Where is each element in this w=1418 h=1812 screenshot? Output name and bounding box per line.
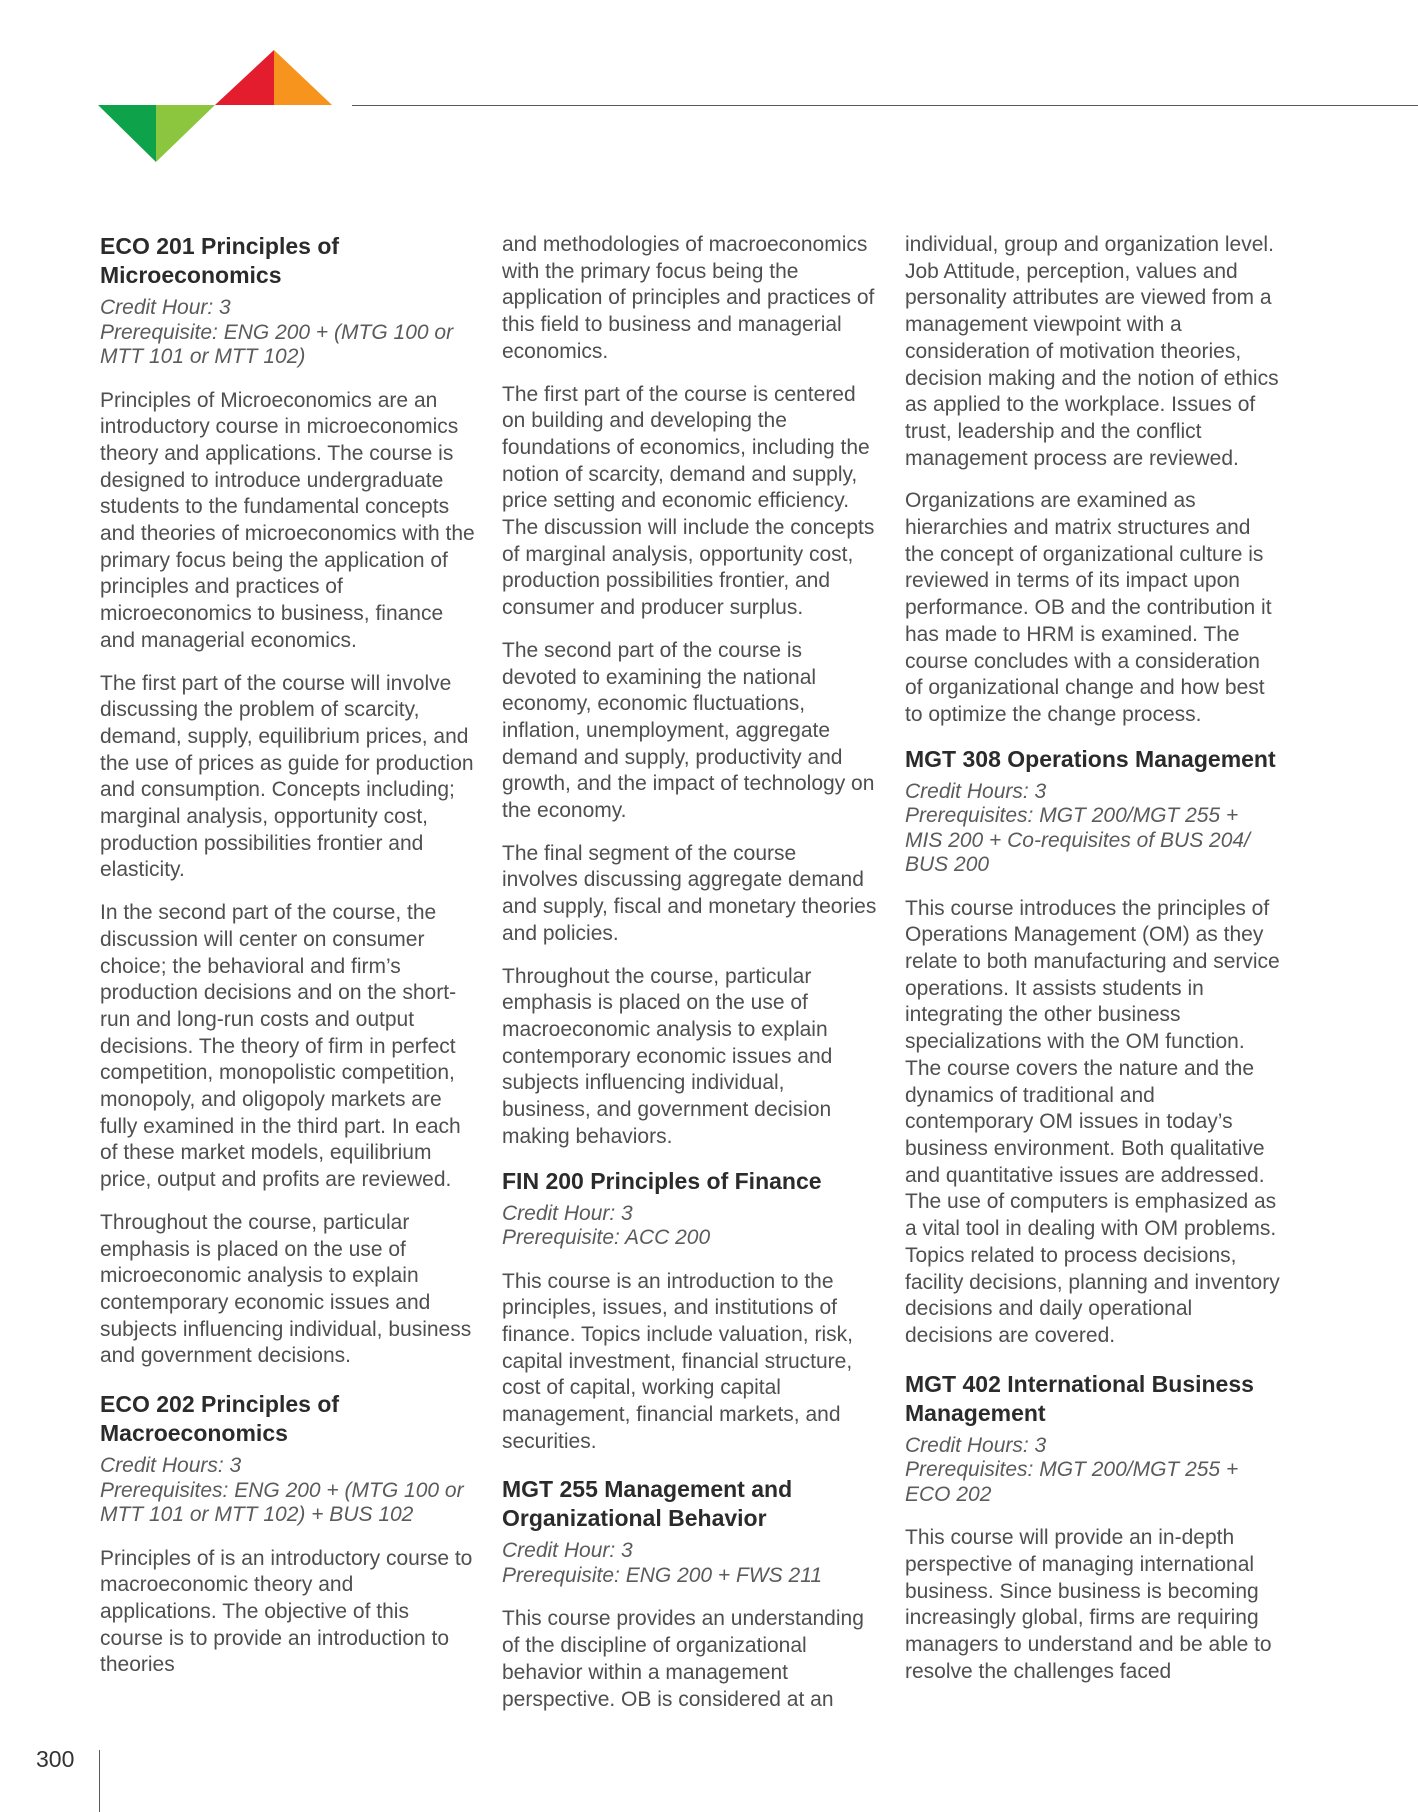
- course-title: FIN 200 Principles of Finance: [502, 1167, 822, 1194]
- course-paragraph: and methodologies of macroeconomics with the primary focus being the application of principles and practices of this field to business and managerial economics.: [502, 233, 875, 363]
- course-paragraph: This course will provide an in-depth perspective of managing international business. Since business is becoming increasingly global, firms are requiring managers to understand and be able to resolve the challenges faced: [905, 1526, 1272, 1683]
- course-eco202: [100, 1390, 475, 1679]
- course-mgt255: [502, 1475, 877, 1713]
- course-paragraph: This course provides an understanding of the discipline of organizational behavior within a management perspective. OB is considered at an: [502, 1607, 864, 1711]
- course-paragraph: This course introduces the principles of Operations Management (OM) as they relate to both manufacturing and service operations. It assists students in integrating the other business specializations with the OM function. The course covers the nature and the dynamics of traditional and contemporary OM issues in today’s business environment. Both qualitative and quantitative issues are addressed. The use of computers is emphasized as a vital tool in dealing with OM problems. Topics related to process decisions, facility decisions, planning and inventory decisions and daily operational decisions are covered.: [905, 896, 1280, 1347]
- course-title: MGT 308 Operations Management: [905, 745, 1276, 772]
- page-number: 300: [36, 1746, 75, 1772]
- course-paragraph: This course is an introduction to the principles, issues, and institutions of finance. Topics include valuation, risk, capital investment, financial structure, cost of capital, working capital management, financial markets, and securities.: [502, 1269, 853, 1453]
- course-fin200: [502, 1167, 877, 1456]
- course-paragraph: The second part of the course is devoted to examining the national economy, economic fluctuations, inflation, unemployment, aggregate demand and supply, productivity and growth, and the impact of technology on the economy.: [502, 638, 875, 823]
- course-paragraph: Organizations are examined as hierarchies and matrix structures and the concept of organizational culture is reviewed in terms of its impact upon performance. OB and the contribution it has made to HRM is examined. The course concludes with a consideration of organizational change and how best to optimize the change process.: [905, 489, 1272, 726]
- logo-lime-triangle: [156, 105, 215, 162]
- prerequisites: Prerequisites: MGT 200/MGT 255 + MIS 200 + Co-requisites of BUS 204/ BUS 200: [905, 804, 1250, 877]
- institution-logo: [98, 50, 334, 162]
- course-meta: [100, 1454, 475, 1528]
- course-paragraph: Throughout the course, particular emphasis is placed on the use of microeconomic analysis to explain contemporary economic issues and subjects influencing individual, business and government decisions.: [100, 1210, 472, 1368]
- prerequisites: Prerequisite: ENG 200 + FWS 211: [502, 1563, 823, 1587]
- course-title: ECO 201 Principles of Microeconomics: [100, 233, 340, 288]
- course-title: MGT 402 International Business Management: [905, 1370, 1254, 1426]
- course-mgt402: [905, 1370, 1280, 1686]
- column-1: [100, 232, 475, 1699]
- course-meta: [905, 780, 1280, 878]
- course-paragraph: The first part of the course will involve discussing the problem of scarcity, demand, supply, equilibrium prices, and the use of prices as guide for production and consumption. Concepts including; marginal analysis, opportunity cost, production possibilities frontier and elasticity.: [100, 671, 474, 882]
- course-paragraph: The first part of the course is centered on building and developing the foundations of economics, including the notion of scarcity, demand and supply, price setting and economic efficiency. The discussion will include the concepts of marginal analysis, opportunity cost, production possibilities frontier, and consumer and producer surplus.: [502, 382, 875, 620]
- header-rule: [352, 105, 1418, 106]
- prerequisites: Prerequisites: MGT 200/MGT 255 + ECO 202: [905, 1458, 1239, 1506]
- course-meta: [502, 1202, 877, 1251]
- credit-hours: Credit Hour: 3: [502, 1539, 633, 1563]
- credit-hours: Credit Hours: 3: [100, 1454, 242, 1478]
- prerequisites: Prerequisite: ACC 200: [502, 1226, 711, 1249]
- logo-red-triangle: [215, 50, 274, 105]
- course-mgt308: [905, 745, 1280, 1350]
- logo-green-triangle: [98, 105, 156, 162]
- course-meta: [100, 296, 475, 370]
- column-3: [905, 232, 1280, 1705]
- credit-hours: Credit Hour: 3: [100, 296, 231, 319]
- course-paragraph: In the second part of the course, the discussion will center on consumer choice; the behavioral and firm’s production decisions and on the short-run and long-run costs and output decisions. The theory of firm in perfect competition, monopolistic competition, monopoly, and oligopoly markets are fully examined in the third part. In each of these market models, equilibrium price, output and profits are reviewed.: [100, 901, 461, 1192]
- credit-hours: Credit Hour: 3: [502, 1201, 633, 1225]
- course-paragraph: The final segment of the course involves discussing aggregate demand and supply, fiscal and monetary theories and policies.: [502, 841, 877, 945]
- footer-rule: [99, 1750, 100, 1812]
- course-title: MGT 255 Management and Organizational Behavior: [502, 1476, 793, 1532]
- course-eco201: [100, 232, 475, 1370]
- credit-hours: Credit Hours: 3: [905, 779, 1047, 803]
- course-paragraph: individual, group and organization level. Job Attitude, perception, values and personality attributes are viewed from a management viewpoint with a consideration of motivation theories, decision making and the notion of ethics as applied to the workplace. Issues of trust, leadership and the conflict management process are reviewed.: [905, 233, 1279, 470]
- column-2: [502, 232, 877, 1733]
- prerequisites: Prerequisites: ENG 200 + (MTG 100 or MTT 101 or MTT 102) + BUS 102: [100, 1478, 464, 1527]
- course-paragraph: Principles of Microeconomics are an introductory course in microeconomics theory and applications. The course is designed to introduce undergraduate students to the fundamental concepts and theories of microeconomics with the primary focus being the application of principles and practices of microeconomics to business, finance and managerial economics.: [100, 388, 475, 652]
- course-meta: [905, 1434, 1280, 1508]
- prerequisites: Prerequisite: ENG 200 + (MTG 100 or MTT 101 or MTT 102): [100, 320, 454, 368]
- course-meta: [502, 1539, 877, 1588]
- course-paragraph: Throughout the course, particular emphasis is placed on the use of macroeconomic analysis to explain contemporary economic issues and subjects influencing individual, business, and government decision making behaviors.: [502, 964, 833, 1148]
- course-paragraph: Principles of is an introductory course to macroeconomic theory and applications. The objective of this course is to provide an introduction to theories: [100, 1546, 473, 1677]
- logo-orange-triangle: [274, 50, 332, 105]
- course-title: ECO 202 Principles of Macroeconomics: [100, 1391, 340, 1447]
- credit-hours: Credit Hours: 3: [905, 1433, 1047, 1457]
